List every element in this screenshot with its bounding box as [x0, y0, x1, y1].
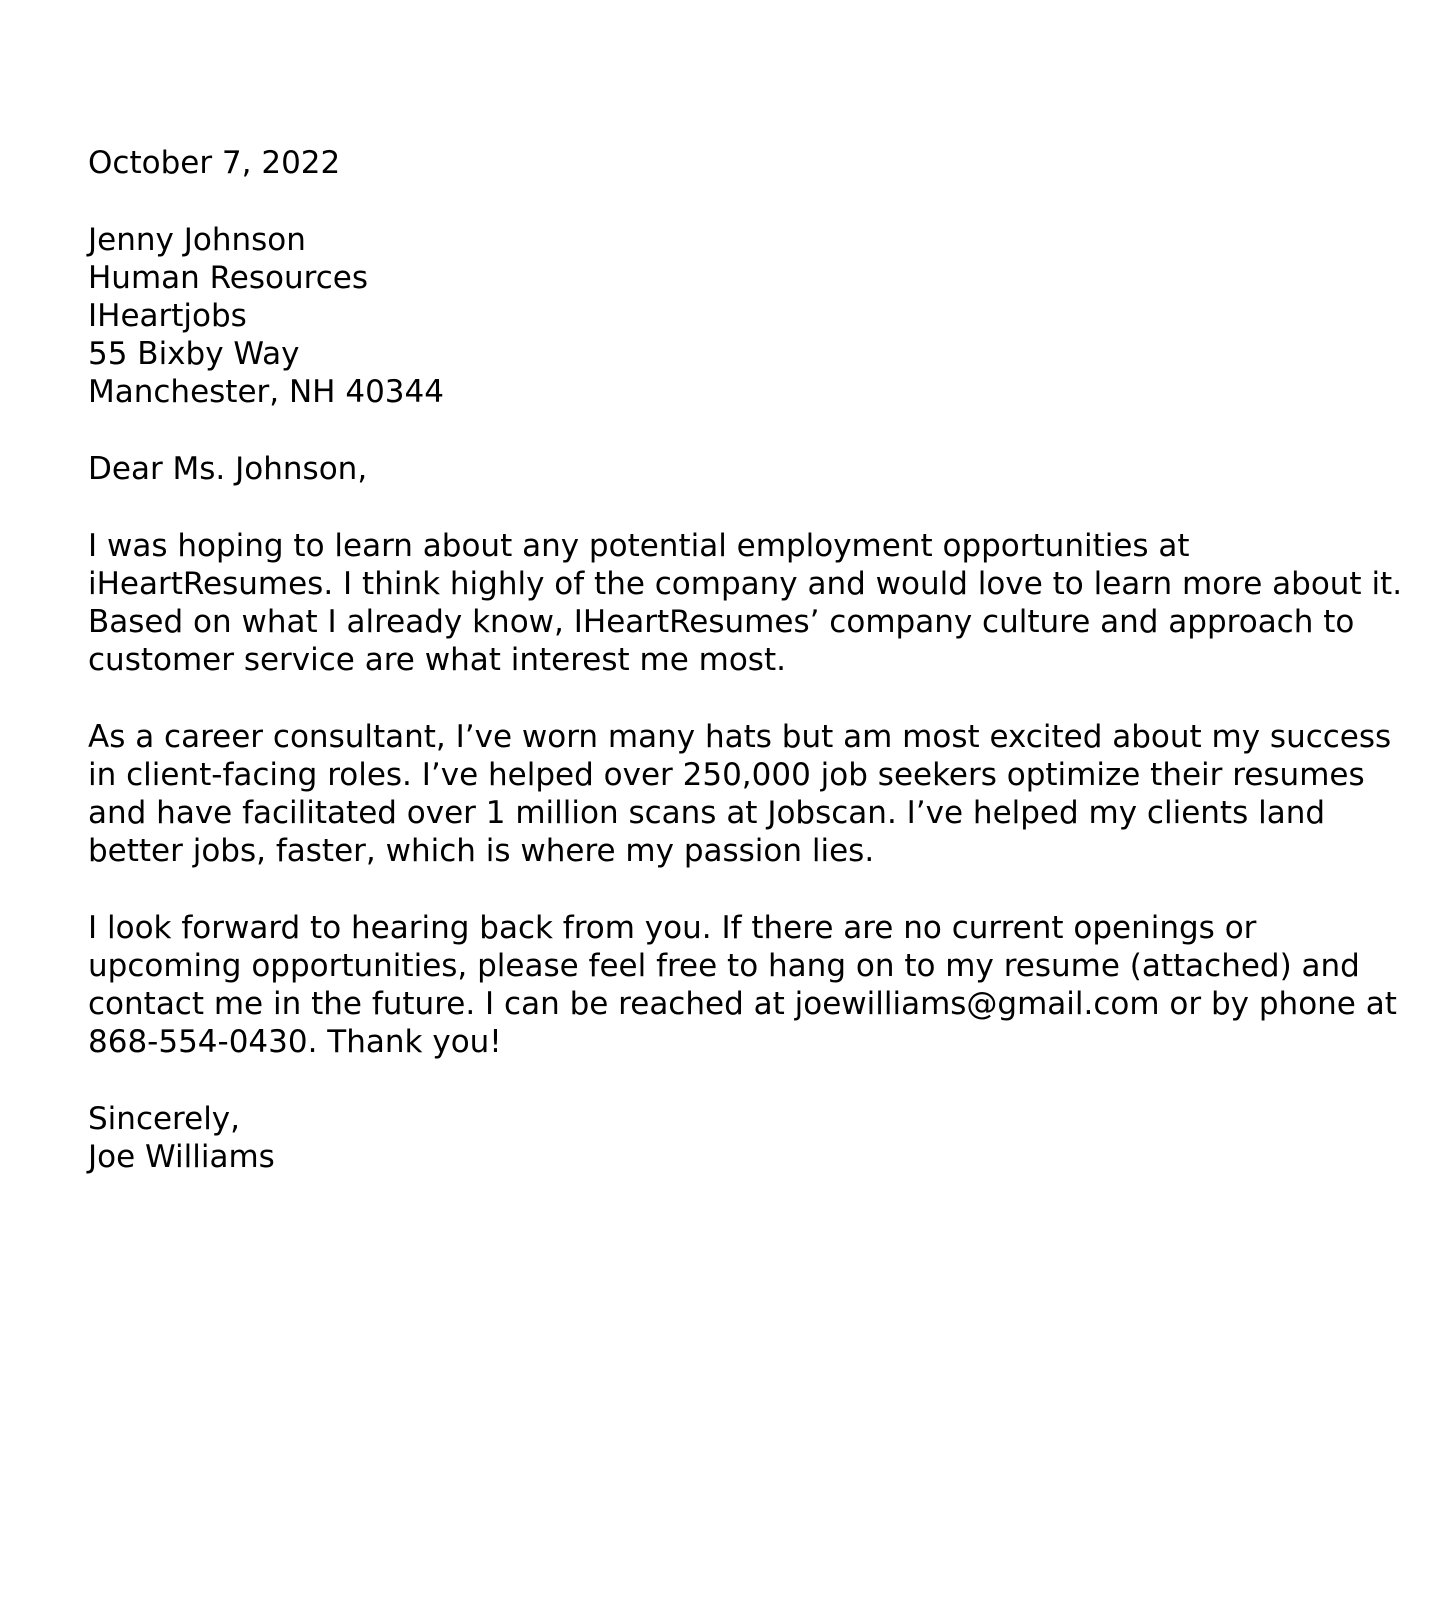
paragraph-2: [88, 718, 1392, 870]
paragraph-line: upcoming opportunities, please feel free to hang on to my resume (attached) and: [88, 948, 1360, 984]
salutation: Dear Ms. Johnson,: [88, 451, 368, 487]
recipient-department: Human Resources: [88, 260, 368, 296]
paragraph-line: 868-554-0430. Thank you!: [88, 1024, 502, 1060]
letter-body: [88, 144, 1403, 1176]
paragraph-3: [88, 909, 1397, 1061]
paragraph-line: I look forward to hearing back from you. If there are no current openings or: [88, 910, 1257, 946]
paragraph-line: in client-facing roles. I’ve helped over 250,000 job seekers optimize their resumes: [88, 757, 1365, 793]
recipient-name: Jenny Johnson: [88, 222, 306, 258]
paragraph-line: Based on what I already know, IHeartResumes’ company culture and approach to: [88, 604, 1355, 640]
paragraph-line: As a career consultant, I’ve worn many hats but am most excited about my success: [88, 719, 1392, 755]
paragraph-line: customer service are what interest me most.: [88, 642, 786, 678]
paragraph-line: iHeartResumes. I think highly of the company and would love to learn more about it.: [88, 566, 1403, 602]
paragraph-line: I was hoping to learn about any potential employment opportunities at: [88, 528, 1190, 564]
paragraph-1: [88, 527, 1403, 679]
recipient-city-state-zip: Manchester, NH 40344: [88, 374, 444, 410]
paragraph-line: contact me in the future. I can be reached at joewilliams@gmail.com or by phone at: [88, 986, 1397, 1022]
closing-phrase: Sincerely,: [88, 1101, 241, 1137]
recipient-address: [88, 221, 1357, 411]
paragraph-line: better jobs, faster, which is where my passion lies.: [88, 833, 875, 869]
signature-name: Joe Williams: [88, 1139, 275, 1175]
letter-date: October 7, 2022: [88, 145, 341, 181]
paragraph-line: and have facilitated over 1 million scans at Jobscan. I’ve helped my clients land: [88, 795, 1326, 831]
recipient-street: 55 Bixby Way: [88, 336, 300, 372]
recipient-company: IHeartjobs: [88, 298, 247, 334]
closing-block: [88, 1100, 1357, 1176]
